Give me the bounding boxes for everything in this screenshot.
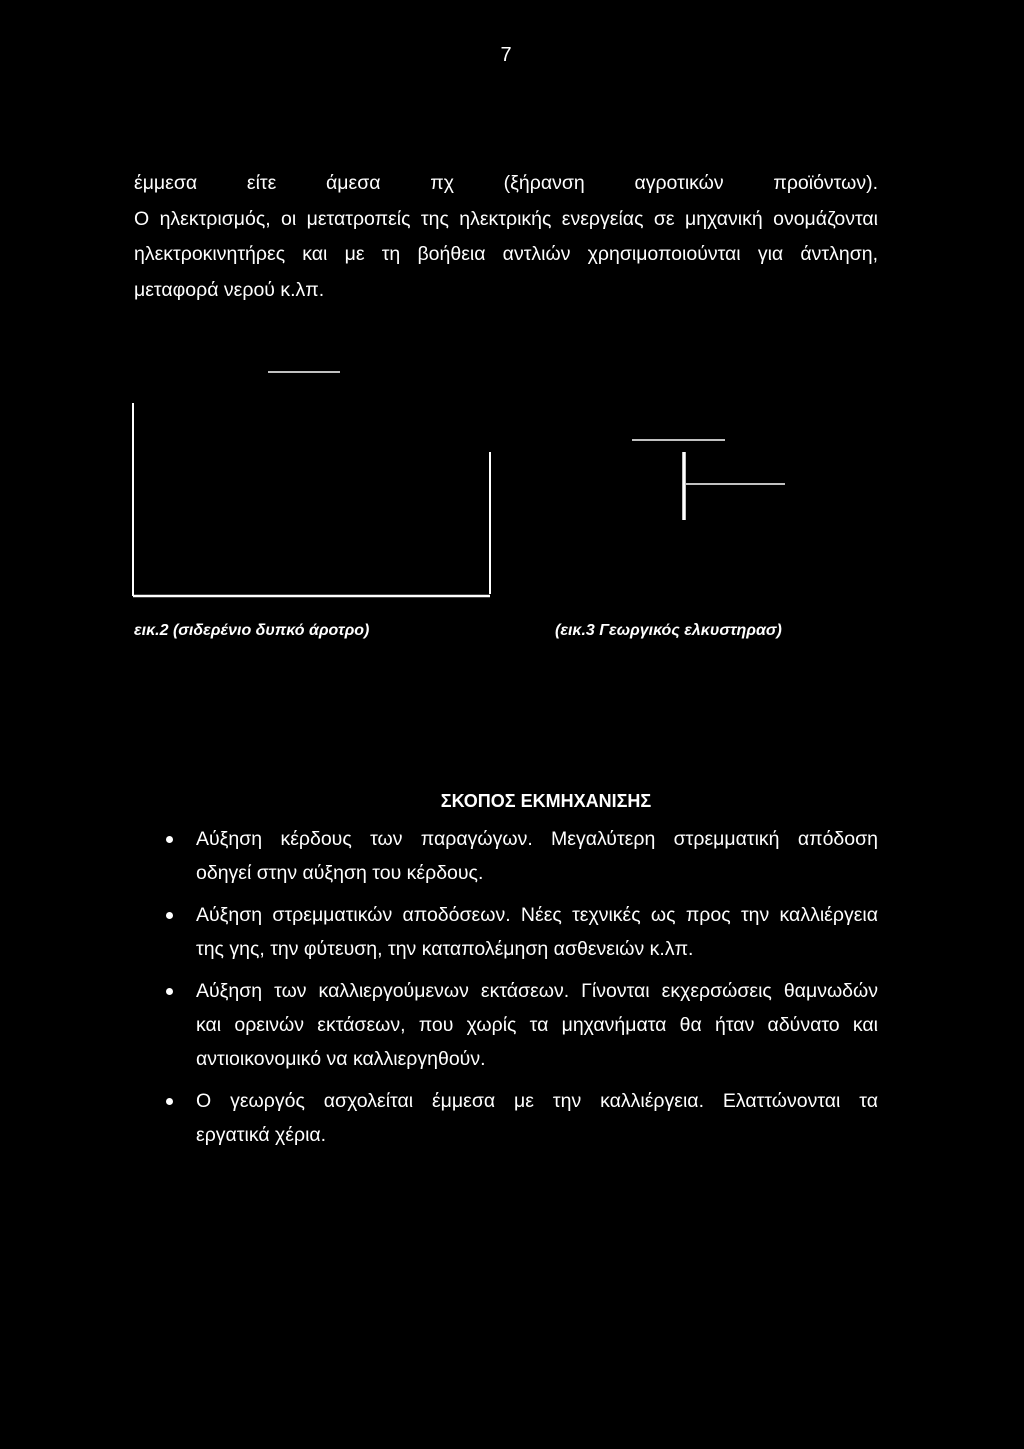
tractor-figure <box>632 440 785 520</box>
bullet-icon <box>166 988 173 995</box>
page-number: 7 <box>500 44 512 66</box>
intro-paragraph <box>134 166 878 308</box>
bullet-line: της γης, την φύτευση, την καταπολέμηση ασθενειών κ.λπ. <box>196 938 694 960</box>
list-item <box>134 898 878 966</box>
plough-figure <box>133 372 490 596</box>
mechanization-section <box>134 791 878 1160</box>
bullet-line: οδηγεί στην αύξηση του κέρδους. <box>196 862 484 884</box>
bullet-list <box>134 822 878 1152</box>
bullet-line: Ο γεωργός ασχολείται έμμεσα με την καλλιέργεια. Ελαττώνονται τα <box>196 1090 878 1112</box>
bullet-line: εργατικά χέρια. <box>196 1124 327 1146</box>
intro-line: μεταφορά νερού κ.λπ. <box>134 278 325 301</box>
intro-line: Ο ηλεκτρισμός, οι μετατροπείς της ηλεκτρικής ενεργείας σε μηχανική ονομάζονται <box>134 207 878 230</box>
bullet-line: Αύξηση των καλλιεργούμενων εκτάσεων. Γίνονται εκχερσώσεις θαμνωδών <box>196 980 878 1002</box>
figure-caption-tractor: (εικ.3 Γεωργικός ελκυστηρασ) <box>555 622 782 639</box>
bullet-icon <box>166 836 173 843</box>
figure-drawings <box>0 0 1024 700</box>
intro-line: έμμεσα είτε άμεσα πχ (ξήρανση αγροτικών προϊόντων). <box>134 172 878 194</box>
bullet-line: αντιοικονομικό να καλλιεργηθούν. <box>196 1048 486 1070</box>
bullet-icon <box>166 1098 173 1105</box>
bullet-line: και ορεινών εκτάσεων, που χωρίς τα μηχανήματα θα ήταν αδύνατο και <box>196 1014 878 1036</box>
list-item <box>134 974 878 1076</box>
figure-caption-plough: εικ.2 (σιδερένιο δυπκό άροτρο) <box>134 622 370 639</box>
intro-line: ηλεκτροκινητήρες και με τη βοήθεια αντλιών χρησιμοποιούνται για άντληση, <box>134 243 878 265</box>
section-title: ΣΚΟΠΟΣ ΕΚΜΗΧΑΝΙΣΗΣ <box>440 791 652 811</box>
figures-area <box>0 0 1024 700</box>
bullet-line: Αύξηση στρεμματικών αποδόσεων. Νέες τεχνικές ως προς την καλλιέργεια <box>196 904 878 926</box>
list-item <box>134 1084 878 1152</box>
bullet-line: Αύξηση κέρδους των παραγώγων. Μεγαλύτερη στρεμματική απόδοση <box>196 828 878 850</box>
list-item <box>134 822 878 890</box>
bullet-icon <box>166 912 173 919</box>
